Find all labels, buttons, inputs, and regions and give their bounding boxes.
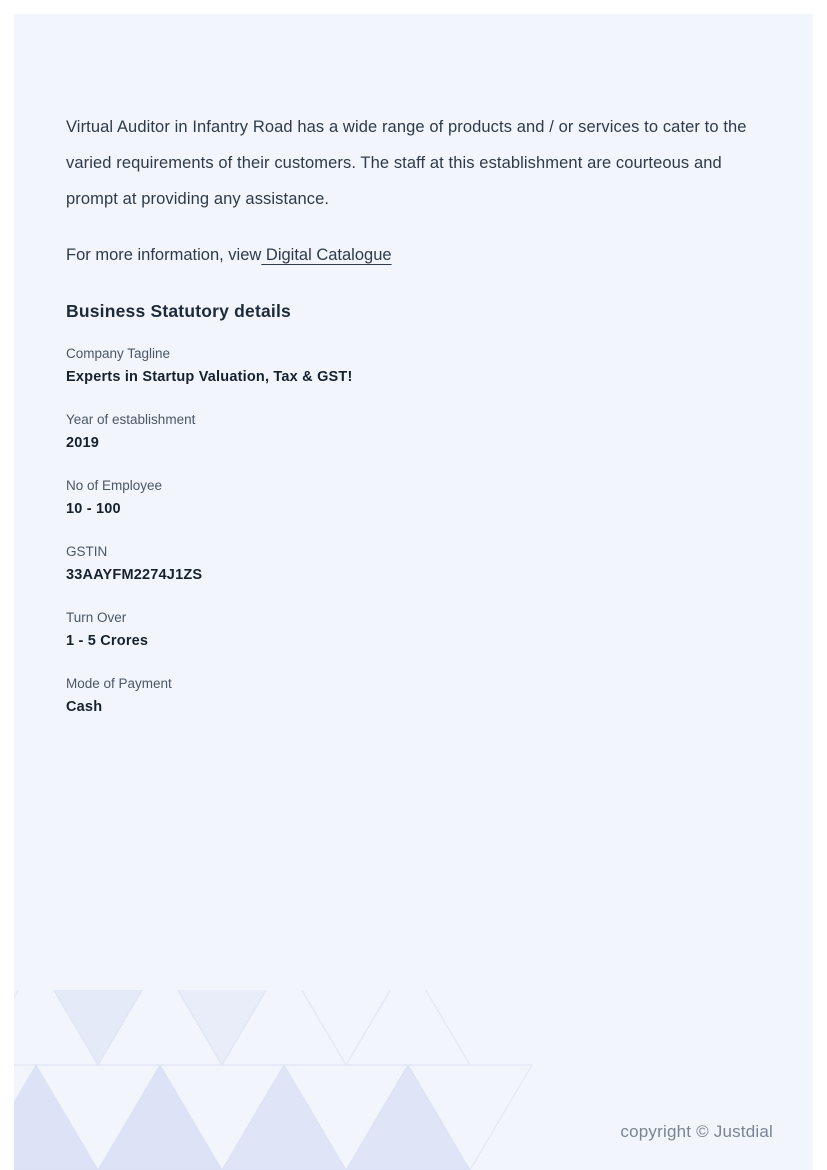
field-no-of-employee	[66, 476, 756, 520]
intro-paragraph: Virtual Auditor in Infantry Road has a wide range of products and / or services to cater to the varied requirements of their customers. The staff at this establishment are courteous and prompt at providing any assistance.	[66, 118, 747, 208]
field-label: Year of establishment	[66, 412, 196, 427]
document-page	[14, 14, 813, 1170]
field-value: 33AAYFM2274J1ZS	[66, 567, 203, 583]
triangle-pattern-decoration	[14, 990, 534, 1170]
field-value: Cash	[66, 699, 103, 715]
field-value: 2019	[66, 435, 100, 451]
field-value: 1 - 5 Crores	[66, 633, 149, 649]
field-label: GSTIN	[66, 544, 108, 559]
field-turn-over	[66, 608, 756, 652]
field-value: Experts in Startup Valuation, Tax & GST!	[66, 369, 353, 385]
field-label: Mode of Payment	[66, 676, 172, 691]
field-gstin	[66, 542, 756, 586]
field-value: 10 - 100	[66, 501, 121, 517]
field-label: Company Tagline	[66, 346, 171, 361]
more-information-line	[66, 243, 756, 267]
digital-catalogue-link[interactable]: Digital Catalogue	[261, 246, 392, 264]
copyright-text: copyright © Justdial	[620, 1122, 773, 1141]
field-company-tagline	[66, 344, 756, 388]
section-title: Business Statutory details	[66, 301, 291, 321]
field-mode-of-payment	[66, 674, 756, 718]
more-information-label: For more information, view	[66, 246, 262, 264]
document-content	[66, 109, 756, 740]
field-year-of-establishment	[66, 410, 756, 454]
field-label: No of Employee	[66, 478, 163, 493]
field-label: Turn Over	[66, 610, 127, 625]
